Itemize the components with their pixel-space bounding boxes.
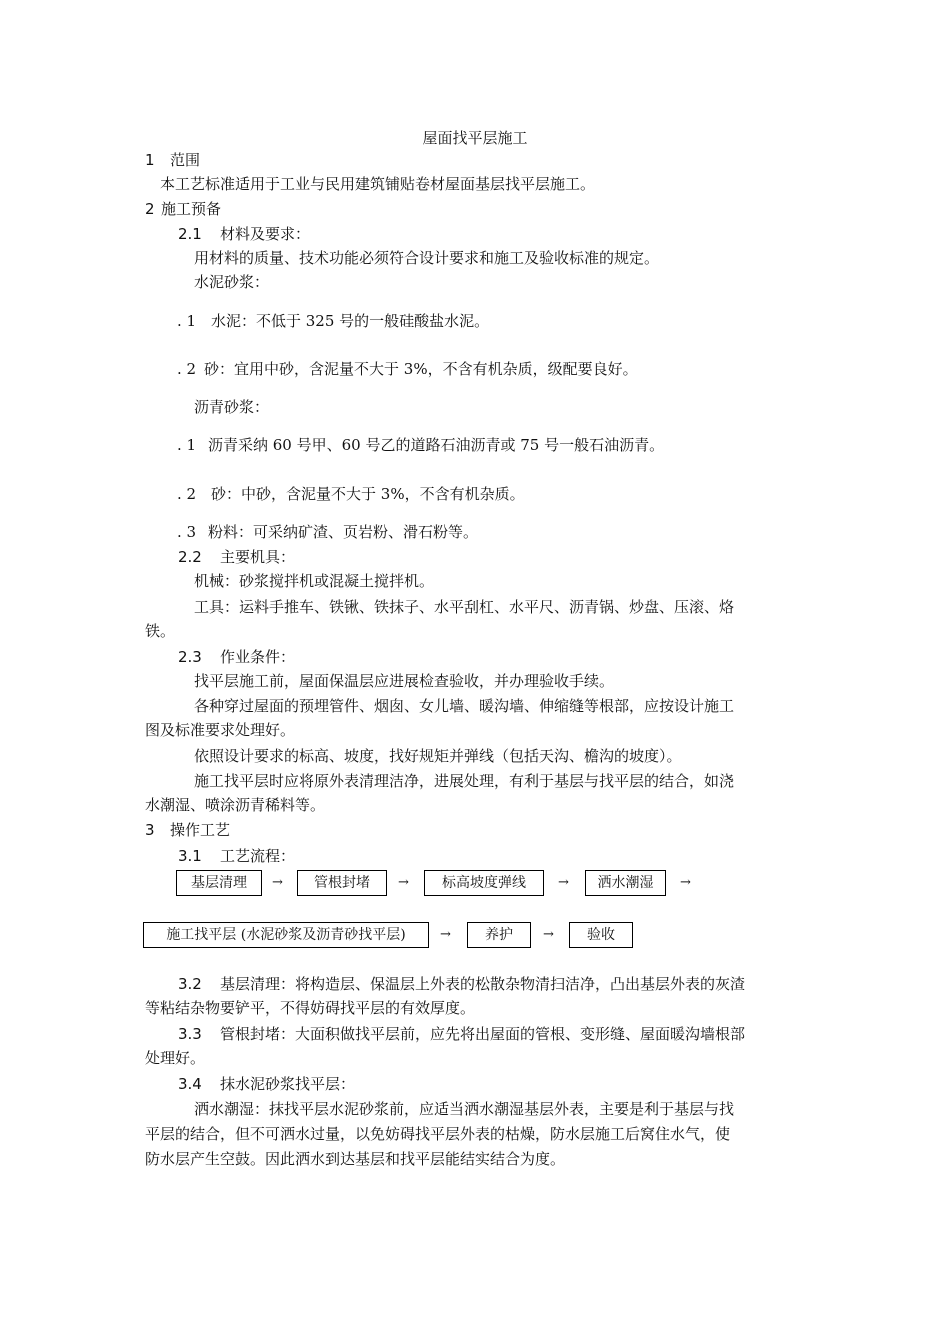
cement-item-2-number: . 2 [177,360,197,378]
section-2-2-heading: 主要机具： [220,548,296,566]
section-3-1-number: 3.1 [178,847,202,865]
page-title: 屋面找平层施工 [422,129,528,147]
flow-arrow: → [440,927,451,942]
section-3-number: 3 [145,821,155,839]
work-condition-1: 找平层施工前，屋面保温层应进展检查验收，并办理验收手续。 [194,672,615,690]
asphalt-item-2-number: . 2 [177,485,197,503]
machinery-text: 机械：砂浆搅拌机或混凝土搅拌机。 [194,572,435,590]
section-3-3-line-1: 管根封堵：大面积做找平层前，应先将出屋面的管根、变形缝、屋面暖沟墙根部 [220,1025,746,1043]
flow-arrow: → [272,875,283,890]
work-condition-4-line-2: 水潮湿、喷涂沥青稀料等。 [145,796,326,814]
section-1-number: 1 [145,151,155,169]
flow-step-elevation-marking: 标高坡度弹线 [424,870,544,896]
tools-text-line-1: 工具：运料手推车、铁锹、铁抹子、水平刮杠、水平尺、沥青锅、炒盘、压滚、烙 [194,598,735,616]
section-2-3-heading: 作业条件： [220,648,296,666]
work-condition-2-line-2: 图及标准要求处理好。 [145,721,296,739]
section-3-4-heading: 抹水泥砂浆找平层： [220,1075,356,1093]
section-3-2-line-1: 基层清理：将构造层、保温层上外表的松散杂物清扫洁净，凸出基层外表的灰渣 [220,975,746,993]
section-2-number: 2 [145,200,155,218]
flow-step-pipe-sealing: 管根封堵 [297,870,387,896]
section-3-2-line-2: 等粘结杂物要铲平，不得妨碍找平层的有效厚度。 [145,999,476,1017]
asphalt-item-2: 砂：中砂，含泥量不大于 3%，不含有机杂质。 [211,485,525,503]
section-2-1-number: 2.1 [178,225,202,243]
flow-arrow: → [558,875,569,890]
flow-step-screed-construction: 施工找平层 (水泥砂浆及沥青砂找平层) [143,922,429,948]
section-2-heading: 施工预备 [161,200,222,218]
section-3-3-line-2: 处理好。 [145,1049,206,1067]
cement-mortar-heading: 水泥砂浆： [194,273,270,291]
asphalt-item-3-number: . 3 [177,523,197,541]
flow-arrow: → [398,875,409,890]
section-3-4-number: 3.4 [178,1075,202,1093]
work-condition-2-line-1: 各种穿过屋面的预埋管件、烟囱、女儿墙、暖沟墙、伸缩缝等根部，应按设计施工 [194,697,735,715]
flow-step-watering: 洒水潮湿 [585,870,666,896]
flow-step-base-cleaning: 基层清理 [176,870,262,896]
section-2-2-number: 2.2 [178,548,202,566]
work-condition-4-line-1: 施工找平层时应将原外表清理洁净，进展处理，有利于基层与找平层的结合，如浇 [194,772,735,790]
section-1-text: 本工艺标准适用于工业与民用建筑铺贴卷材屋面基层找平层施工。 [160,175,596,193]
section-3-3-number: 3.3 [178,1025,202,1043]
flow-arrow: → [680,875,691,890]
section-3-1-heading: 工艺流程： [220,847,296,865]
asphalt-item-3: 粉料：可采纳矿渣、页岩粉、滑石粉等。 [208,523,479,541]
section-3-4-line-2: 平层的结合，但不可洒水过量，以免妨碍找平层外表的枯燥，防水层施工后窝住水气，使 [145,1125,731,1143]
asphalt-mortar-heading: 沥青砂浆： [194,398,270,416]
section-3-4-line-3: 防水层产生空鼓。因此洒水到达基层和找平层能结实结合为度。 [145,1150,566,1168]
cement-item-1: 水泥：不低于 325 号的一般硅酸盐水泥。 [211,312,490,330]
flow-step-acceptance: 验收 [569,922,633,948]
flow-step-curing: 养护 [467,922,531,948]
materials-requirement-text: 用材料的质量、技术功能必须符合设计要求和施工及验收标准的规定。 [194,249,660,267]
cement-item-1-number: . 1 [177,312,197,330]
section-2-1-heading: 材料及要求： [220,225,311,243]
work-condition-3: 依照设计要求的标高、坡度，找好规矩并弹线（包括天沟、檐沟的坡度）。 [194,747,682,765]
section-3-4-line-1: 洒水潮湿：抹找平层水泥砂浆前，应适当洒水潮湿基层外表，主要是利于基层与找 [194,1100,735,1118]
section-3-heading: 操作工艺 [170,821,231,839]
section-1-heading: 范围 [170,151,201,169]
section-3-2-number: 3.2 [178,975,202,993]
flow-arrow: → [543,927,554,942]
section-2-3-number: 2.3 [178,648,202,666]
cement-item-2: 砂：宜用中砂，含泥量不大于 3%，不含有机杂质，级配要良好。 [204,360,638,378]
asphalt-item-1: 沥青采纳 60 号甲、60 号乙的道路石油沥青或 75 号一般石油沥青。 [208,436,665,454]
asphalt-item-1-number: . 1 [177,436,197,454]
tools-text-line-2: 铁。 [145,622,176,640]
